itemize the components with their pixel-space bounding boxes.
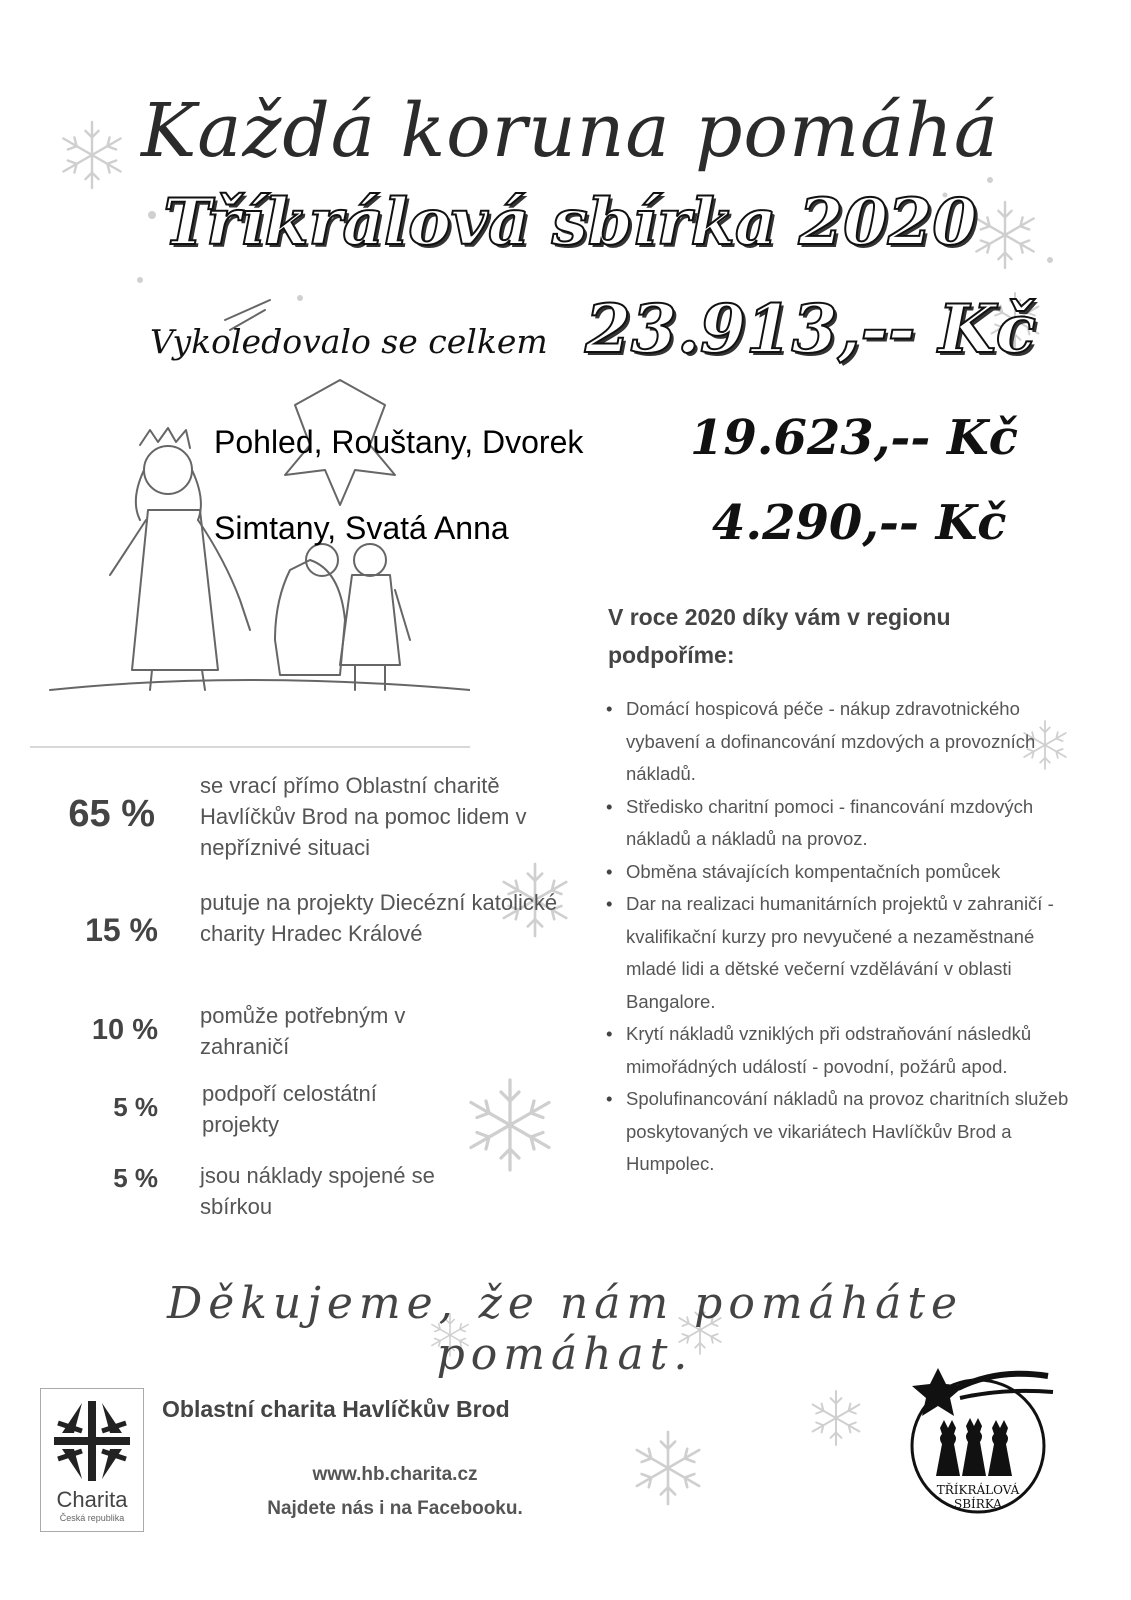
total-value: 23.913,-- Kč (585, 290, 1036, 368)
trikralova-sbirka-logo (888, 1348, 1068, 1518)
percent-description: podpoří celostátní projekty (202, 1081, 377, 1137)
logo-line-2: SBÍRKA (954, 1497, 1002, 1511)
divider (30, 746, 470, 748)
location-amount: 19.623,-- Kč (690, 410, 1018, 466)
charita-logo (40, 1388, 144, 1532)
support-list (604, 693, 1074, 1181)
logo-subtitle: Česká republika (59, 1513, 125, 1523)
page-title: Tříkrálová sbírka 2020 (163, 185, 977, 260)
snowflake-icon (976, 202, 1033, 268)
organization-name: Oblastní charita Havlíčkův Brod (162, 1396, 510, 1422)
location-name: Simtany, Svatá Anna (214, 510, 509, 546)
contact-block (210, 1458, 580, 1526)
total-label: Vykoledovalo se celkem (150, 322, 548, 361)
percent-description: pomůže potřebným v zahraničí (200, 1003, 406, 1059)
percent-description: jsou náklady spojené se sbírkou (200, 1163, 435, 1219)
location-name: Pohled, Rouštany, Dvorek (214, 424, 584, 460)
percent-value: 65 % (68, 793, 155, 835)
list-item: • Domácí hospicová péče - nákup zdravotnického vybavení a dofinancování mzdových a provozních nákladů. (604, 693, 1074, 791)
support-heading: V roce 2020 díky vám v regionu podpoříme: (608, 604, 951, 668)
list-item: • Krytí nákladů vzniklých při odstraňování následků mimořádných událostí - povodní, požárů apod. (604, 1018, 1074, 1083)
thanks-message: Děkujeme, že nám pomáháte pomáhat. (166, 1278, 964, 1380)
list-item: • Obměna stávajících kompentačních pomůcek (604, 856, 1074, 889)
charita-cross-icon (52, 1397, 132, 1485)
percent-value: 5 % (113, 1092, 158, 1122)
list-item: • Spolufinancování nákladů na provoz charitních služeb poskytovaných ve vikariátech Havlíčkův Brod a Humpolec. (604, 1083, 1074, 1181)
list-item: • Dar na realizaci humanitárních projektů v zahraničí - kvalifikační kurzy pro nevyučené a nezaměstnané mladé lidi a dětské večerní vzdělávání v oblasti Bangalore. (604, 888, 1074, 1018)
snowflake-icon (813, 1391, 860, 1445)
percent-value: 15 % (85, 912, 158, 948)
three-kings-icon (936, 1418, 1012, 1476)
percent-description: se vrací přímo Oblastní charitě Havlíčkův Brod na pomoc lidem v nepříznivé situaci (200, 773, 527, 860)
percent-value: 10 % (91, 1014, 158, 1046)
logo-word: Charita (56, 1487, 128, 1512)
location-amount: 4.290,-- Kč (712, 495, 1007, 551)
logo-line-1: TŘÍKRÁLOVÁ (936, 1483, 1020, 1497)
website-link[interactable]: www.hb.charita.cz (312, 1464, 478, 1485)
list-item: • Středisko charitní pomoci - financování mzdových nákladů a nákladů na provoz. (604, 791, 1074, 856)
snowflake-icon (63, 122, 120, 188)
headline: Každá koruna pomáhá (140, 88, 1000, 174)
snowflake-icon (471, 1080, 549, 1170)
percent-description: putuje na projekty Diecézní katolické charity Hradec Králové (200, 890, 558, 946)
facebook-note: Najdete nás i na Facebooku. (267, 1498, 523, 1519)
snowflake-icon (637, 1432, 699, 1504)
percent-value: 5 % (113, 1163, 158, 1193)
